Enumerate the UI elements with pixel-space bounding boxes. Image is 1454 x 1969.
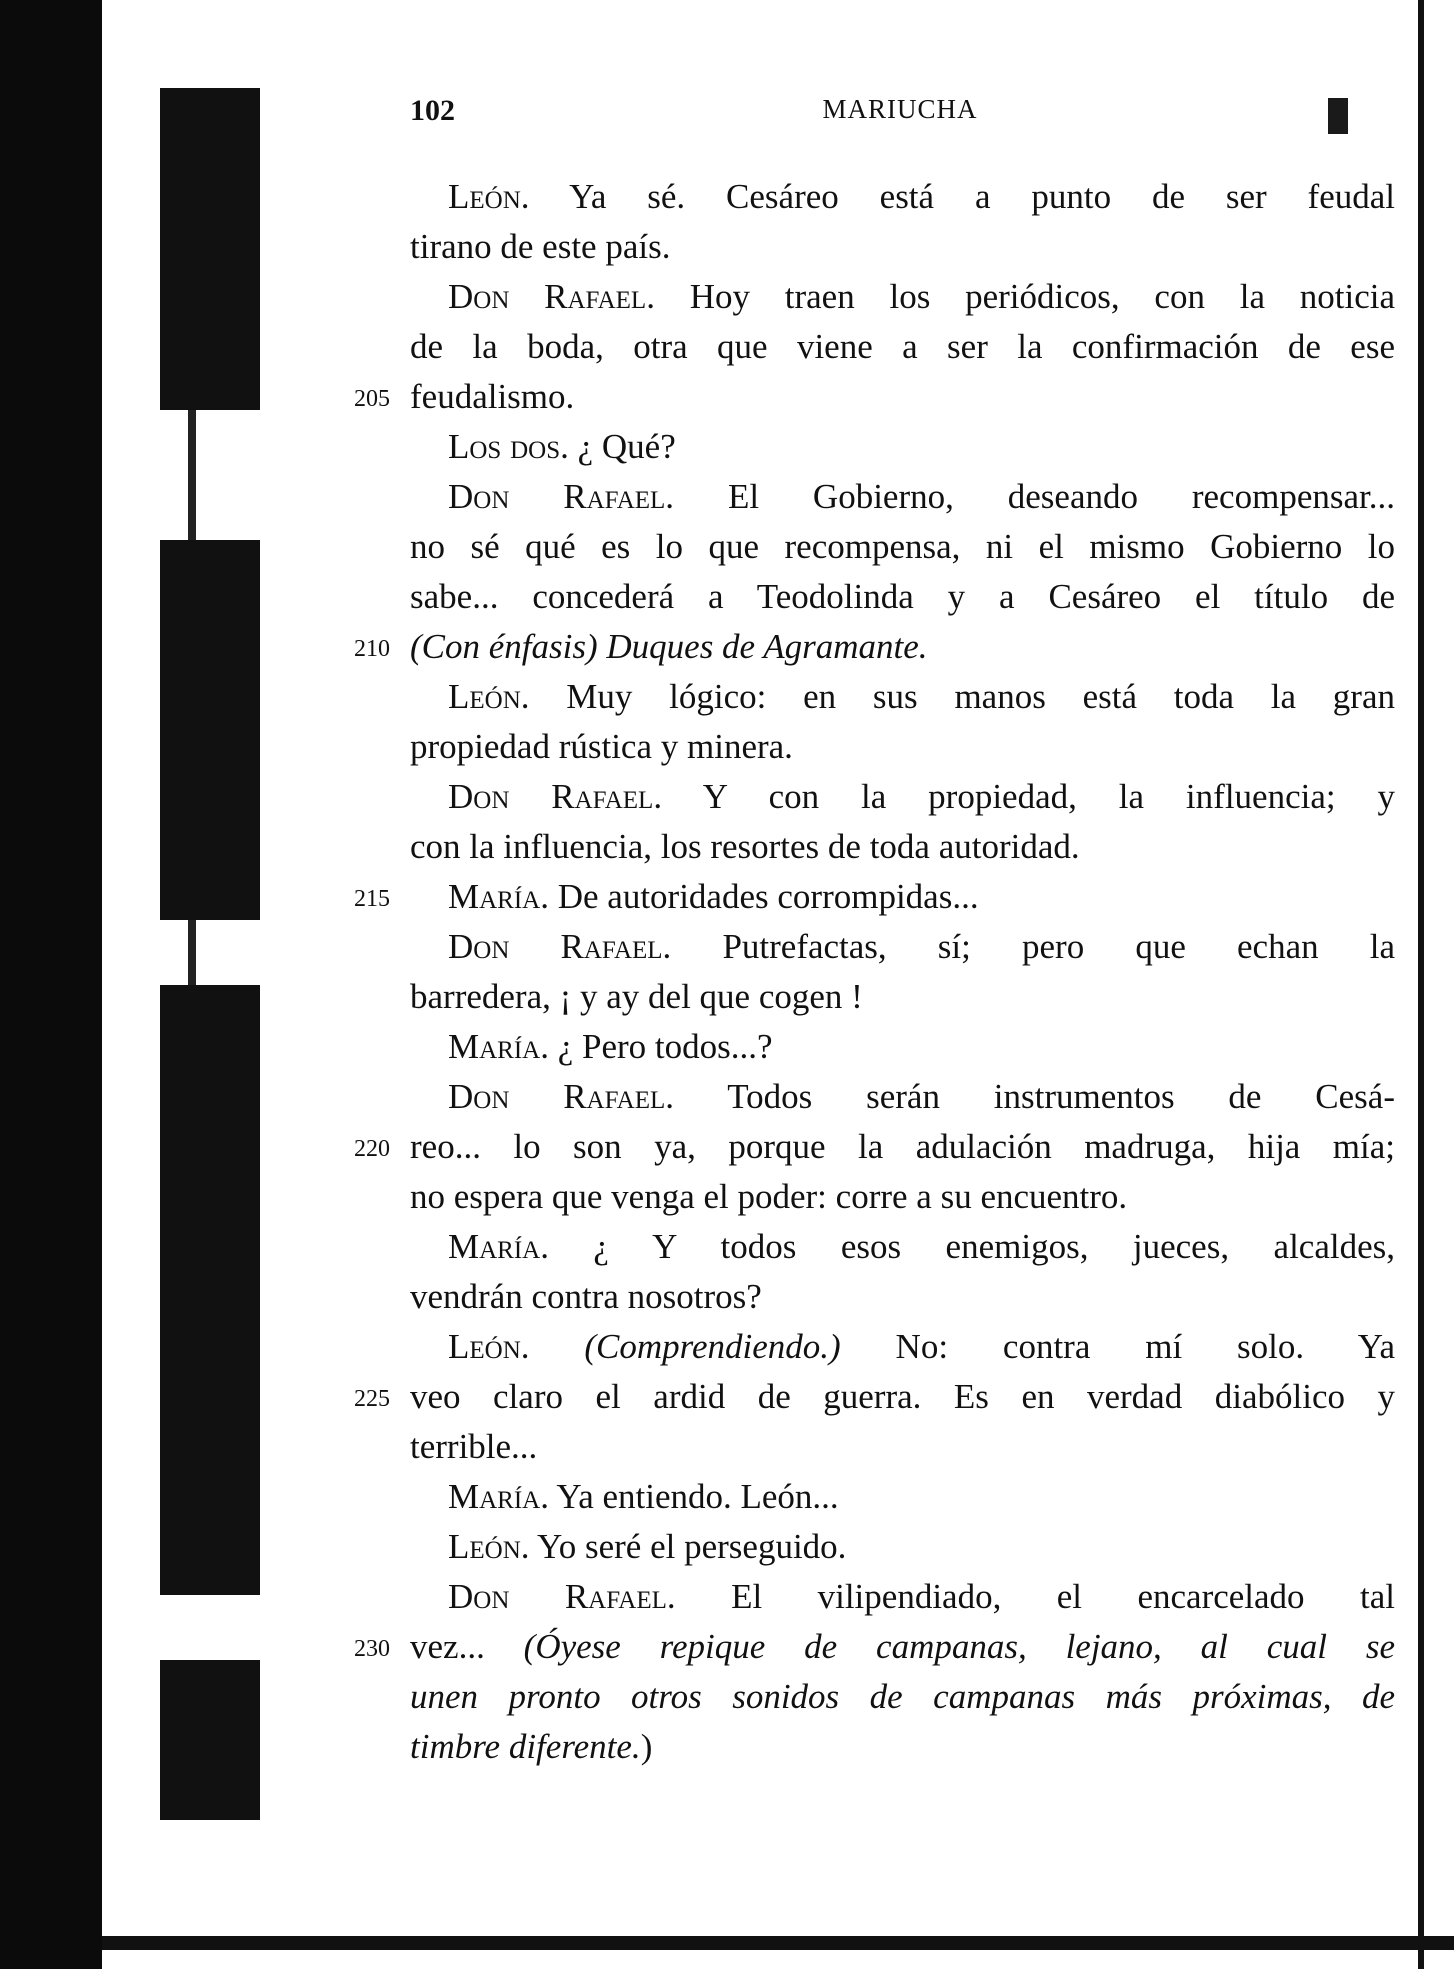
- text-line: [410, 522, 1395, 572]
- speaker-name: Don Rafael.: [448, 1077, 675, 1116]
- dialogue-text: El Gobierno, deseando recompensar...: [674, 477, 1395, 516]
- text-line: [410, 1272, 1395, 1322]
- speaker-name: María.: [448, 1477, 549, 1516]
- text-line: [410, 822, 1395, 872]
- page-number: 102: [410, 94, 455, 127]
- speaker-name: León.: [448, 677, 530, 716]
- text-line: [410, 1022, 1395, 1072]
- dialogue-text: propiedad rústica y minera.: [410, 727, 793, 766]
- text-line: [410, 972, 1395, 1022]
- binding-shadow: [188, 410, 196, 540]
- dialogue-text: barredera, ¡ y ay del que cogen !: [410, 977, 863, 1016]
- dialogue-text: Todos serán instrumentos de Cesá-: [674, 1077, 1395, 1116]
- line-number: 230: [354, 1636, 390, 1662]
- dialogue-text: vendrán contra nosotros?: [410, 1277, 762, 1316]
- speaker-name: León.: [448, 1327, 530, 1366]
- line-number: 220: [354, 1136, 390, 1162]
- dialogue-text: con la influencia, los resortes de toda autoridad.: [410, 827, 1080, 866]
- text-line: [354, 872, 1395, 922]
- dialogue-text: no espera que venga el poder: corre a su encuentro.: [410, 1177, 1128, 1216]
- speaker-name: León.: [448, 177, 530, 216]
- dialogue-text: Ya sé. Cesáreo está a punto de ser feudal: [529, 177, 1395, 216]
- stage-direction: (Comprendiendo.): [584, 1327, 841, 1366]
- text-line: [410, 472, 1395, 522]
- running-title: MARIUCHA: [822, 94, 978, 124]
- speaker-name: Don Rafael.: [448, 277, 655, 316]
- binding-shadow: [160, 88, 260, 410]
- dialogue-text: ¿ Qué?: [568, 427, 676, 466]
- dialogue-text: Ya entiendo. León...: [548, 1477, 839, 1516]
- text-line: [354, 372, 1395, 422]
- dialogue-text: Hoy traen los periódicos, con la noticia: [654, 277, 1395, 316]
- text-line: [410, 1222, 1395, 1272]
- dialogue-text: Y con la propiedad, la influencia; y: [662, 777, 1395, 816]
- dialogue-text: El vilipendiado, el encarcelado tal: [675, 1577, 1395, 1616]
- stage-direction: unen pronto otros sonidos de campanas más próximas, de: [410, 1677, 1395, 1716]
- text-line: [410, 672, 1395, 722]
- dialogue-text: Muy lógico: en sus manos está toda la gran: [529, 677, 1395, 716]
- speaker-name: Don Rafael.: [448, 777, 663, 816]
- text-line: [410, 422, 1395, 472]
- speaker-name: María.: [448, 1227, 549, 1266]
- line-number: 215: [354, 886, 390, 912]
- dialogue-text: feudalismo.: [410, 377, 575, 416]
- text-line: [410, 722, 1395, 772]
- dialogue-text: ): [640, 1727, 653, 1766]
- scan-border-bottom: [102, 1936, 1454, 1950]
- speaker-name: Don Rafael.: [448, 477, 675, 516]
- text-line: [354, 622, 1395, 672]
- dialogue-text: Putrefactas, sí; pero que echan la: [671, 927, 1395, 966]
- dialogue-text: Yo seré el perseguido.: [529, 1527, 847, 1566]
- scan-border-left: [0, 0, 102, 1969]
- dialogue-text: reo... lo son ya, porque la adulación madruga, hija mía;: [410, 1127, 1395, 1166]
- text-line: [410, 272, 1395, 322]
- text-line: [410, 1422, 1395, 1472]
- text-line: [410, 1522, 1395, 1572]
- line-number: 205: [354, 386, 390, 412]
- text-line: [354, 1372, 1395, 1422]
- text-line: [354, 1622, 1395, 1672]
- text-line: [410, 1472, 1395, 1522]
- dialogue-text: De autoridades corrompidas...: [548, 877, 979, 916]
- text-line: [410, 922, 1395, 972]
- stage-direction: timbre diferente.: [410, 1727, 641, 1766]
- dialogue-text: ¿ Pero todos...?: [548, 1027, 773, 1066]
- text-line: [410, 572, 1395, 622]
- text-line: [410, 322, 1395, 372]
- binding-shadow: [188, 920, 196, 985]
- dialogue-text: vez...: [410, 1627, 524, 1666]
- text-line: [410, 1172, 1395, 1222]
- text-line: [354, 1122, 1395, 1172]
- text-line: [410, 772, 1395, 822]
- speaker-name: María.: [448, 877, 549, 916]
- text-line: [410, 1322, 1395, 1372]
- dialogue-text: [530, 1327, 585, 1366]
- text-line: [410, 1072, 1395, 1122]
- line-number: 210: [354, 636, 390, 662]
- stage-direction: (Con énfasis) Duques de Agramante.: [410, 627, 928, 666]
- text-line: [410, 222, 1395, 272]
- speaker-name: Don Rafael.: [448, 927, 672, 966]
- text-line: [410, 172, 1395, 222]
- dialogue-text: no sé qué es lo que recompensa, ni el mismo Gobierno lo: [410, 527, 1395, 566]
- page-text: [354, 172, 1396, 1772]
- speaker-name: Don Rafael.: [448, 1577, 676, 1616]
- speaker-name: Los dos.: [448, 427, 569, 466]
- binding-shadow: [160, 540, 260, 920]
- dialogue-text: No: contra mí solo. Ya: [840, 1327, 1396, 1366]
- text-line: [410, 1722, 1395, 1772]
- dialogue-text: veo claro el ardid de guerra. Es en verdad diabólico y: [410, 1377, 1395, 1416]
- dialogue-text: de la boda, otra que viene a ser la confirmación de ese: [410, 327, 1395, 366]
- stage-direction: (Óyese repique de campanas, lejano, al cual se: [523, 1627, 1395, 1666]
- dialogue-text: terrible...: [410, 1427, 538, 1466]
- speaker-name: María.: [448, 1027, 549, 1066]
- text-line: [410, 1572, 1395, 1622]
- binding-shadow: [160, 985, 260, 1595]
- dialogue-text: tirano de este país.: [410, 227, 671, 266]
- speaker-name: León.: [448, 1527, 530, 1566]
- dialogue-text: sabe... concederá a Teodolinda y a Cesáreo el título de: [410, 577, 1395, 616]
- dialogue-text: ¿ Y todos esos enemigos, jueces, alcaldes,: [548, 1227, 1395, 1266]
- text-line: [410, 1672, 1395, 1722]
- page-header: [410, 94, 1390, 138]
- binding-shadow: [160, 1660, 260, 1820]
- line-number: 225: [354, 1386, 390, 1412]
- scan-border-right: [1418, 0, 1424, 1969]
